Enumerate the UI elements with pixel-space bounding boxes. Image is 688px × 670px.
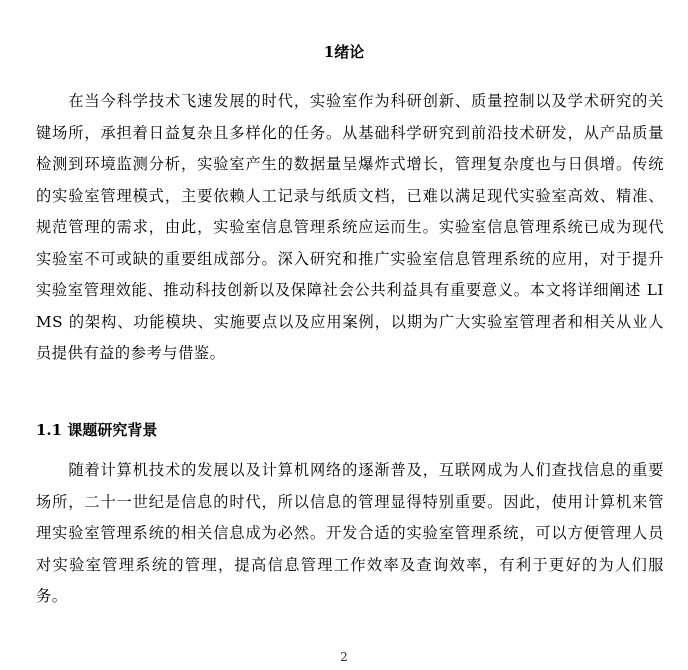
intro-paragraph-text: 在当今科学技术飞速发展的时代，实验室作为科研创新、质量控制以及学术研究的关键场所，承担着日益复杂且多样化的任务。从基础科学研究到前沿技术研发，从产品质量检测到环境监测分析，实验室产生的数据量呈爆炸式增长，管理复杂度也与日俱增。传统的实验室管理模式，主要依赖人工记录与纸质文档，已难以满足现代实验室高效、精准、规范管理的需求，由此，实验室信息管理系统应运而生。实验室信息管理系统已成为现代实验室不可或缺的重要组成部分。深入研究和推广实验室信息管理系统的应用，对于提升实验室管理效能、推动科技创新以及保障社会公共利益具有重要意义。本文将详细阐述 LIMS 的架构、功能模块、实施要点以及应用案例，以期为广大实验室管理者和相关从业人员提供有益的参考与借鉴。 [36, 92, 664, 362]
intro-paragraph [36, 86, 664, 370]
section-title: 1.1 课题研究背景 [36, 421, 158, 439]
page-number: 2 [340, 650, 348, 664]
background-paragraph-text: 随着计算机技术的发展以及计算机网络的逐渐普及，互联网成为人们查找信息的重要场所，二十一世纪是信息的时代，所以信息的管理显得特别重要。因此，使用计算机来管理实验室管理系统的相关信息成为必然。开发合适的实验室管理系统，可以方便管理人员对实验室管理系统的管理，提高信息管理工作效率及查询效率，有利于更好的为人们服务。 [36, 461, 664, 605]
background-paragraph [36, 455, 664, 613]
chapter-title: 1绪论 [323, 43, 365, 61]
